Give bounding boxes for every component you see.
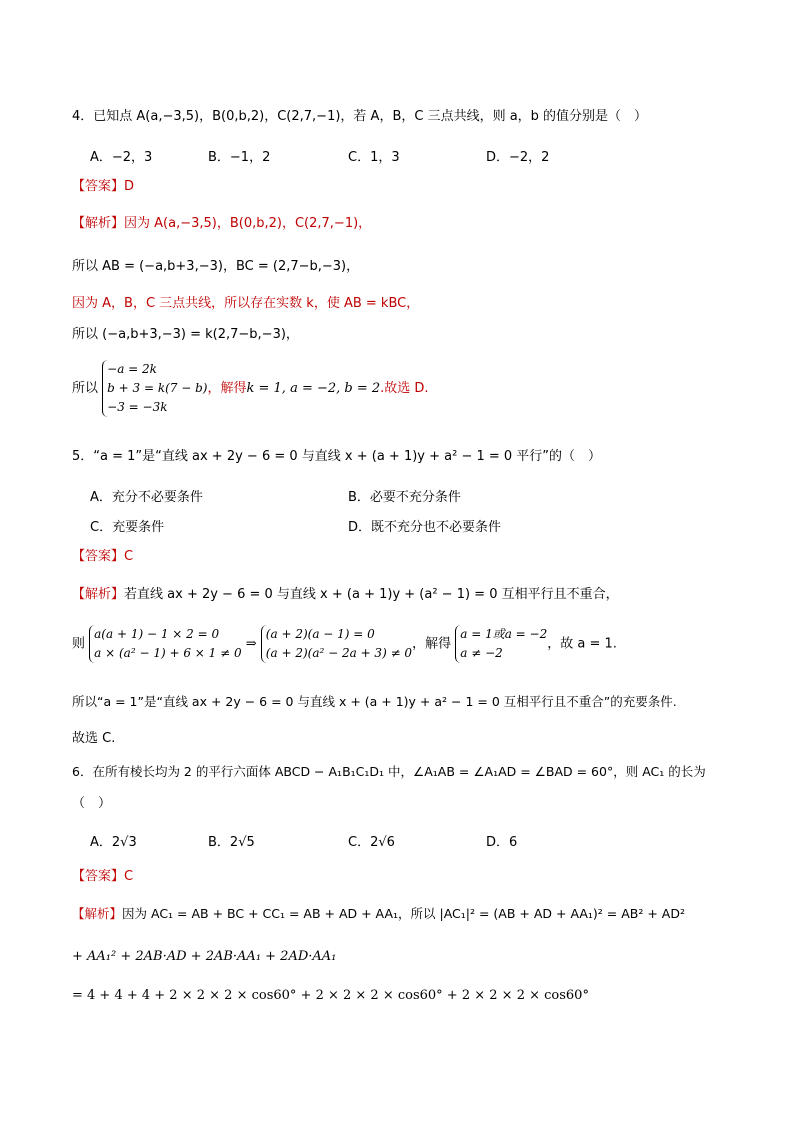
q4-analysis-line1: [72, 215, 754, 233]
q4-option-b: B．−1，2: [208, 150, 271, 165]
q5-option-d: D．既不充分也不必要条件: [348, 520, 502, 535]
q4-system-eq3: −3 = −3k: [107, 400, 168, 414]
q5-analysis-line4: 故选 C.: [72, 731, 116, 746]
q6-option-a: A．2√3: [90, 835, 137, 850]
q5-analysis-line3: 所以“a = 1”是“直线 ax + 2y − 6 = 0 与直线 x + (a + 1)y + a² − 1 = 0 互相平行且不重合”的充要条件.: [72, 694, 677, 709]
q4-option-a: A．−2，3: [90, 150, 153, 165]
q4-choose-label: .故选 D.: [380, 381, 429, 396]
q4-answer-line: [72, 178, 754, 196]
q5-stem: 5．“a = 1”是“直线 ax + 2y − 6 = 0 与直线 x + (a + 1)y + a² − 1 = 0 平行”的（ ）: [72, 449, 602, 464]
q5-option-c: C．充要条件: [90, 520, 165, 535]
q4-analysis-line5: [72, 360, 754, 417]
q5-system3-eq2: a ≠ −2: [460, 646, 503, 660]
q4-so-label: 所以: [72, 381, 99, 396]
q5-answer-line: [72, 548, 754, 566]
q5-solve-label: ，解得: [412, 636, 452, 652]
q6-analysis-text: 因为 AC₁ = AB + BC + CC₁ = AB + AD + AA₁，所以 |AC₁|² = (AB + AD + AA₁)² = AB² + AD²: [122, 906, 685, 921]
q5-system2-eq1: (a + 2)(a − 1) = 0: [265, 627, 375, 641]
q4-analysis-text: 因为 A(a,−3,5)，B(0,b,2)，C(2,7,−1)，: [124, 216, 372, 231]
q5-answer: C: [124, 549, 134, 564]
q4-equation-system: [102, 360, 207, 417]
answer-tag: 【答案】: [72, 869, 125, 884]
q5-conclusion: ，故 a = 1.: [547, 636, 617, 652]
implies-arrow: ⇒: [245, 636, 257, 652]
q6-option-d: D．6: [486, 835, 518, 850]
q6-option-c: C．2√6: [348, 835, 395, 850]
q4-option-d: D．−2，2: [486, 150, 550, 165]
q5-option-a: A．充分不必要条件: [90, 490, 203, 505]
q5-system3-eq1: a = 1或a = −2: [460, 627, 548, 641]
q6-analysis-line2: + AA₁² + 2AB·AD + 2AB·AA₁ + 2AD·AA₁: [72, 949, 337, 964]
q4-result: k = 1, a = −2, b = 2: [246, 381, 381, 396]
q6-stem-line1: 6．在所有棱长均为 2 的平行六面体 ABCD − A₁B₁C₁D₁ 中，∠A₁AB = ∠A₁AD = ∠BAD = 60°，则 AC₁ 的长为: [72, 764, 706, 779]
q5-system-1: [89, 625, 241, 663]
q5-then-label: 则: [72, 636, 86, 652]
q4-option-c: C．1，3: [348, 150, 400, 165]
q4-analysis-line2: 所以 AB = (−a,b+3,−3)，BC = (2,7−b,−3)，: [72, 259, 360, 274]
q6-analysis-line3: = 4 + 4 + 4 + 2 × 2 × 2 × cos60° + 2 × 2 × 2 × cos60° + 2 × 2 × 2 × cos60°: [72, 988, 589, 1003]
q4-answer: D: [124, 179, 135, 194]
q5-analysis-line2: [72, 625, 754, 663]
q5-analysis-line1: [72, 586, 754, 604]
q4-analysis-line4: 所以 (−a,b+3,−3) = k(2,7−b,−3)，: [72, 327, 299, 342]
analysis-tag: 【解析】: [72, 906, 123, 921]
q5-system-2: [261, 625, 412, 663]
q6-option-b: B．2√5: [208, 835, 255, 850]
q5-analysis-text: 若直线 ax + 2y − 6 = 0 与直线 x + (a + 1)y + (a² − 1) = 0 互相平行且不重合，: [124, 587, 619, 602]
q4-analysis-line3: 因为 A，B，C 三点共线，所以存在实数 k，使 AB = kBC，: [72, 296, 420, 311]
q4-system-eq1: −a = 2k: [107, 362, 157, 376]
answer-tag: 【答案】: [72, 179, 125, 194]
q5-system1-eq1: a(a + 1) − 1 × 2 = 0: [94, 627, 220, 641]
answer-tag: 【答案】: [72, 549, 125, 564]
q4-stem: 4．已知点 A(a,−3,5)，B(0,b,2)，C(2,7,−1)，若 A，B，C 三点共线，则 a，b 的值分别是（ ）: [72, 109, 648, 124]
q5-option-b: B．必要不充分条件: [348, 490, 461, 505]
q4-system-eq2: b + 3 = k(7 − b): [107, 381, 208, 395]
q5-system2-eq2: (a + 2)(a² − 2a + 3) ≠ 0: [265, 646, 413, 660]
q5-system-3: [455, 625, 547, 663]
q6-answer: C: [124, 869, 134, 884]
q6-answer-line: [72, 868, 754, 886]
q6-analysis-line1: [72, 905, 754, 923]
analysis-tag: 【解析】: [72, 587, 125, 602]
analysis-tag: 【解析】: [72, 216, 125, 231]
q5-system1-eq2: a × (a² − 1) + 6 × 1 ≠ 0: [94, 646, 242, 660]
q4-solve-label: ，解得: [207, 381, 247, 396]
q6-stem-line2: （ ）: [72, 796, 112, 811]
